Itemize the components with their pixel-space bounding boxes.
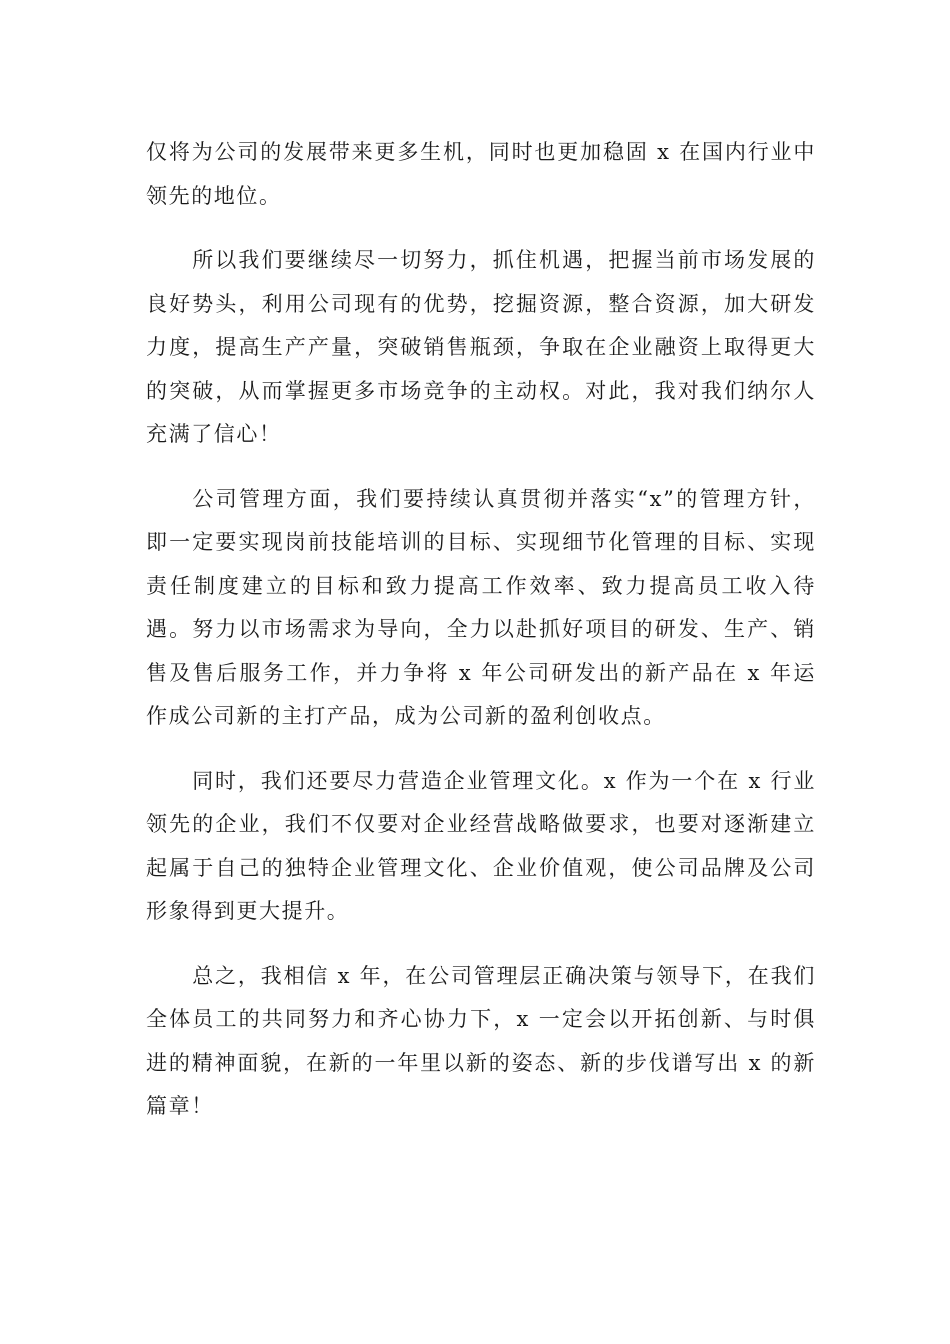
paragraph-conclusion: 总之，我相信 x 年，在公司管理层正确决策与领导下，在我们全体员工的共同努力和齐心协力下，x 一定会以开拓创新、与时俱进的精神面貌，在新的一年里以新的姿态、新的步伐谱写出 x 的新篇章！ [146, 963, 816, 1118]
paragraph-seize-opportunity: 所以我们要继续尽一切努力，抓住机遇，把握当前市场发展的良好势头，利用公司现有的优势，挖掘资源，整合资源，加大研发力度，提高生产产量，突破销售瓶颈，争取在企业融资上取得更大的突破，从而掌握更多市场竞争的主动权。对此，我对我们纳尔人充满了信心！ [146, 248, 816, 446]
paragraph-management-culture: 同时，我们还要尽力营造企业管理文化。x 作为一个在 x 行业领先的企业，我们不仅要对企业经营战略做要求，也要对逐渐建立起属于自己的独特企业管理文化、企业价值观，使公司品牌及公司形象得到更大提升。 [146, 768, 816, 923]
document-body [146, 131, 816, 1150]
paragraph-continuation: 仅将为公司的发展带来更多生机，同时也更加稳固 x 在国内行业中领先的地位。 [146, 140, 816, 208]
paragraph-company-management: 公司管理方面，我们要持续认真贯彻并落实“x”的管理方针，即一定要实现岗前技能培训的目标、实现细节化管理的目标、实现责任制度建立的目标和致力提高工作效率、致力提高员工收入待遇。努力以市场需求为导向，全力以赴抓好项目的研发、生产、销售及售后服务工作，并力争将 x 年公司研发出的新产品在 x 年运作成公司新的主打产品，成为公司新的盈利创收点。 [146, 486, 816, 728]
